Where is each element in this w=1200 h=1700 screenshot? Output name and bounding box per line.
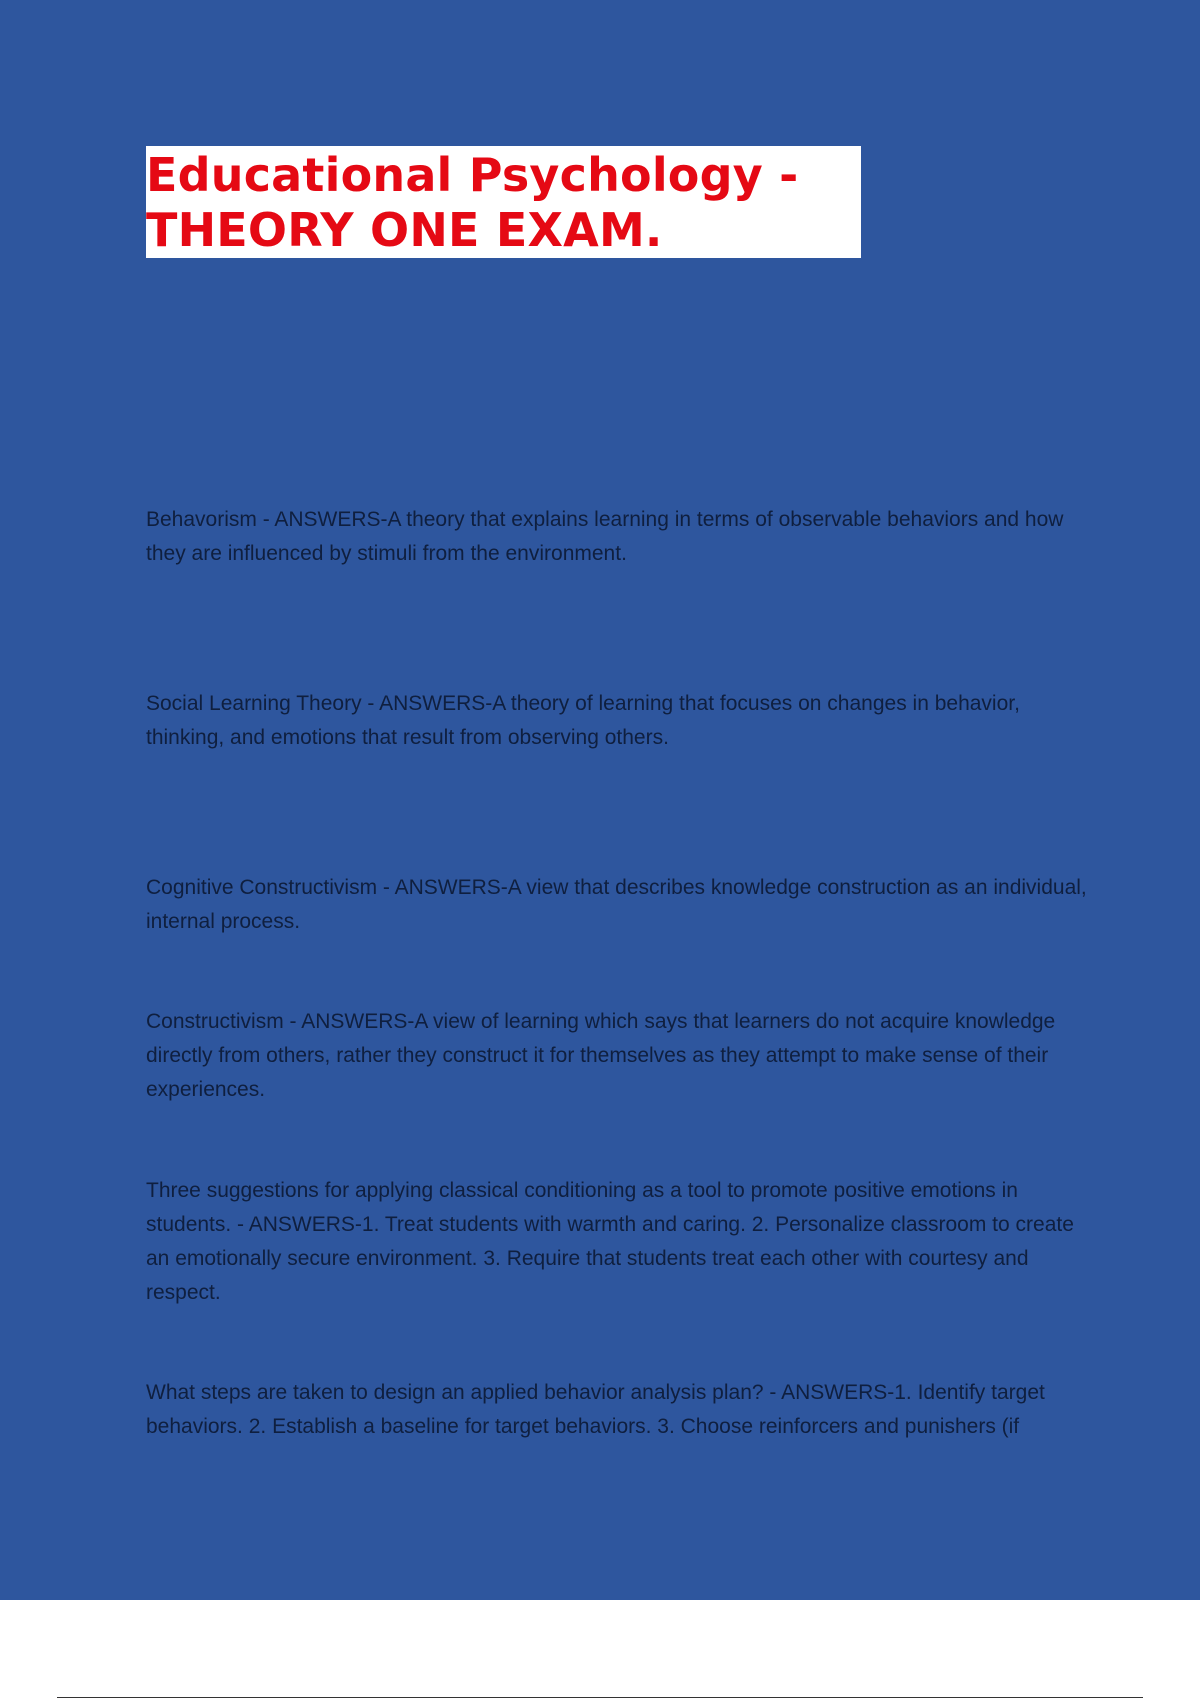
qa-entry-social-learning-theory: Social Learning Theory - ANSWERS-A theory of learning that focuses on changes in behavior, thinking, and emotions that result from observing others. <box>146 692 1020 749</box>
document-title-line-2: THEORY ONE EXAM. <box>146 203 663 257</box>
document-title-box <box>146 146 861 258</box>
document-title-line-1: Educational Psychology - <box>146 148 799 202</box>
qa-entry-cognitive-constructivism: Cognitive Constructivism - ANSWERS-A view that describes knowledge construction as an individual, internal process. <box>146 876 1087 933</box>
qa-entry-applied-behavior-analysis: What steps are taken to design an applied behavior analysis plan? - ANSWERS-1. Identify target behaviors. 2. Establish a baseline for target behaviors. 3. Choose reinforcers and punishers (if <box>146 1381 1045 1438</box>
footer-divider <box>57 1697 1143 1698</box>
qa-entry-constructivism: Constructivism - ANSWERS-A view of learning which says that learners do not acquire knowledge directly from others, rather they construct it for themselves as they attempt to make sense of their experiences. <box>146 1010 1056 1101</box>
qa-entry-classical-conditioning: Three suggestions for applying classical conditioning as a tool to promote positive emotions in students. - ANSWERS-1. Treat students with warmth and caring. 2. Personalize classroom to create an emotionally secure environment. 3. Require that students treat each other with courtesy and respect. <box>146 1179 1074 1304</box>
qa-entry-behaviorism: Behavorism - ANSWERS-A theory that explains learning in terms of observable behaviors and how they are influenced by stimuli from the environment. <box>146 508 1064 565</box>
